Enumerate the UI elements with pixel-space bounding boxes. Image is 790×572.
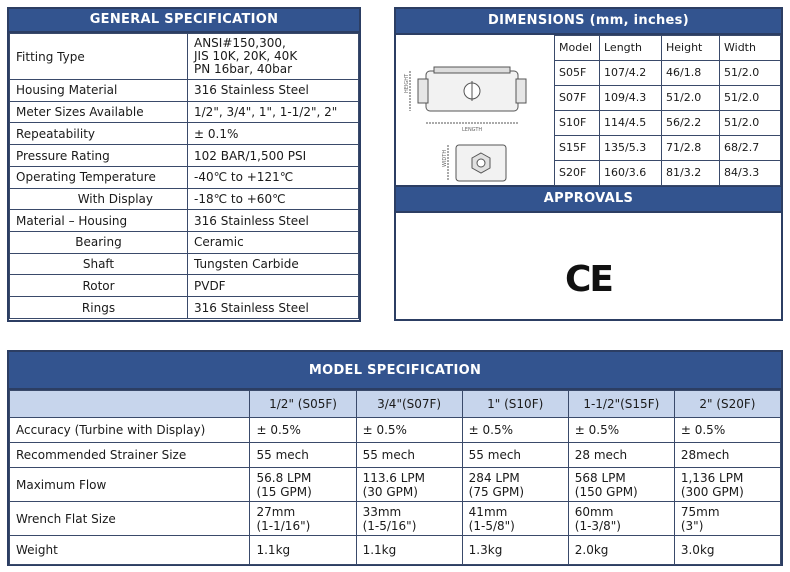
table-cell: 568 LPM (150 GPM) [568,468,674,502]
table-row [10,80,359,102]
approvals-title: APPROVALS [396,187,781,213]
table-cell: 2.0kg [568,536,674,565]
spec-value: -18℃ to +60℃ [188,188,359,210]
front-view-drawing [448,145,506,181]
table-cell: 55 mech [462,443,568,468]
table-cell: 135/5.3 [600,136,662,161]
spec-label: Rotor [10,275,188,297]
spec-label: Housing Material [10,80,188,102]
table-cell: 109/4.3 [600,86,662,111]
spec-label: Pressure Rating [10,145,188,167]
spec-value: 102 BAR/1,500 PSI [188,145,359,167]
table-cell: 33mm (1-5/16") [356,502,462,536]
column-header: Width [720,36,781,61]
table-row [10,275,359,297]
model-specification-title: MODEL SPECIFICATION [9,352,781,390]
row-label: Accuracy (Turbine with Display) [10,418,250,443]
table-cell: 68/2.7 [720,136,781,161]
spec-value: 316 Stainless Steel [188,80,359,102]
table-cell: S20F [555,161,600,186]
column-header: 1/2" (S05F) [250,391,356,418]
table-row [10,443,781,468]
table-cell: S15F [555,136,600,161]
table-row [10,188,359,210]
spec-value: 316 Stainless Steel [188,297,359,319]
table-cell: 284 LPM (75 GPM) [462,468,568,502]
table-row [555,111,781,136]
table-cell: 28 mech [568,443,674,468]
table-row [10,232,359,254]
table-cell: 55 mech [356,443,462,468]
table-cell: 28mech [674,443,780,468]
row-label: Weight [10,536,250,565]
table-cell: ± 0.5% [674,418,780,443]
table-row [10,536,781,565]
table-cell: 81/3.2 [662,161,720,186]
table-cell: 1.1kg [356,536,462,565]
spec-label: Meter Sizes Available [10,101,188,123]
table-cell: ± 0.5% [568,418,674,443]
table-cell: 1.1kg [250,536,356,565]
spec-value: -40℃ to +121℃ [188,166,359,188]
column-header: 1" (S10F) [462,391,568,418]
table-cell: 51/2.0 [662,86,720,111]
table-row [10,468,781,502]
table-cell: 56/2.2 [662,111,720,136]
table-cell: S07F [555,86,600,111]
table-cell: ± 0.5% [250,418,356,443]
table-header-row [555,36,781,61]
table-cell: 1.3kg [462,536,568,565]
column-header [10,391,250,418]
table-cell: 51/2.0 [720,61,781,86]
table-row [10,502,781,536]
column-header: 2" (S20F) [674,391,780,418]
spec-value: Ceramic [188,232,359,254]
table-cell: S05F [555,61,600,86]
table-cell: ± 0.5% [462,418,568,443]
table-row [10,418,781,443]
dimensions-panel [394,7,783,321]
table-cell: 84/3.3 [720,161,781,186]
spec-label: Shaft [10,253,188,275]
dimensions-table [554,35,781,186]
column-header: Height [662,36,720,61]
table-cell: 113.6 LPM (30 GPM) [356,468,462,502]
table-row [555,61,781,86]
table-cell: ± 0.5% [356,418,462,443]
table-row [555,136,781,161]
model-specification-table [9,390,781,565]
table-row [555,86,781,111]
table-cell: 27mm (1-1/16") [250,502,356,536]
table-cell: 3.0kg [674,536,780,565]
spec-label: Material – Housing [10,210,188,232]
table-cell: 51/2.0 [720,86,781,111]
side-view-drawing [410,67,526,123]
dimensions-title: DIMENSIONS (mm, inches) [396,9,781,35]
spec-value: ANSI#150,300, JIS 10K, 20K, 40K PN 16bar, 40bar [188,34,359,80]
spec-value: 1/2", 3/4", 1", 1-1/2", 2" [188,101,359,123]
ce-mark-icon: CE [564,259,612,300]
table-cell: 71/2.8 [662,136,720,161]
table-row [10,253,359,275]
table-cell: S10F [555,111,600,136]
table-row [10,166,359,188]
spec-label: Operating Temperature [10,166,188,188]
general-specification-table [9,33,359,319]
meter-dimension-drawing [396,35,554,185]
table-cell: 46/1.8 [662,61,720,86]
general-specification-title: GENERAL SPECIFICATION [9,9,359,33]
length-dimension-label: LENGTH [462,127,483,133]
column-header: 3/4"(S07F) [356,391,462,418]
table-row [10,297,359,319]
table-cell: 114/4.5 [600,111,662,136]
column-header: 1-1/2"(S15F) [568,391,674,418]
general-specification-panel [7,7,361,322]
table-cell: 107/4.2 [600,61,662,86]
spec-value: Tungsten Carbide [188,253,359,275]
table-cell: 51/2.0 [720,111,781,136]
table-cell: 41mm (1-5/8") [462,502,568,536]
table-row [10,145,359,167]
table-header-row [10,391,781,418]
row-label: Wrench Flat Size [10,502,250,536]
row-label: Recommended Strainer Size [10,443,250,468]
spec-label: Rings [10,297,188,319]
spec-value: 316 Stainless Steel [188,210,359,232]
table-cell: 1,136 LPM (300 GPM) [674,468,780,502]
column-header: Model [555,36,600,61]
model-specification-panel [7,350,783,566]
spec-label: Bearing [10,232,188,254]
row-label: Maximum Flow [10,468,250,502]
column-header: Length [600,36,662,61]
table-cell: 55 mech [250,443,356,468]
table-cell: 160/3.6 [600,161,662,186]
table-cell: 56.8 LPM (15 GPM) [250,468,356,502]
table-cell: 75mm (3") [674,502,780,536]
dimensions-body [396,35,781,187]
table-row [10,101,359,123]
spec-value: ± 0.1% [188,123,359,145]
spec-value: PVDF [188,275,359,297]
table-row [555,161,781,186]
height-dimension-label: HEIGHT [404,73,410,93]
spec-label: Repeatability [10,123,188,145]
table-row [10,123,359,145]
spec-label: With Display [10,188,188,210]
width-dimension-label: WIDTH [442,149,448,167]
table-cell: 60mm (1-3/8") [568,502,674,536]
spec-label: Fitting Type [10,34,188,80]
table-row [10,210,359,232]
table-row [10,34,359,80]
